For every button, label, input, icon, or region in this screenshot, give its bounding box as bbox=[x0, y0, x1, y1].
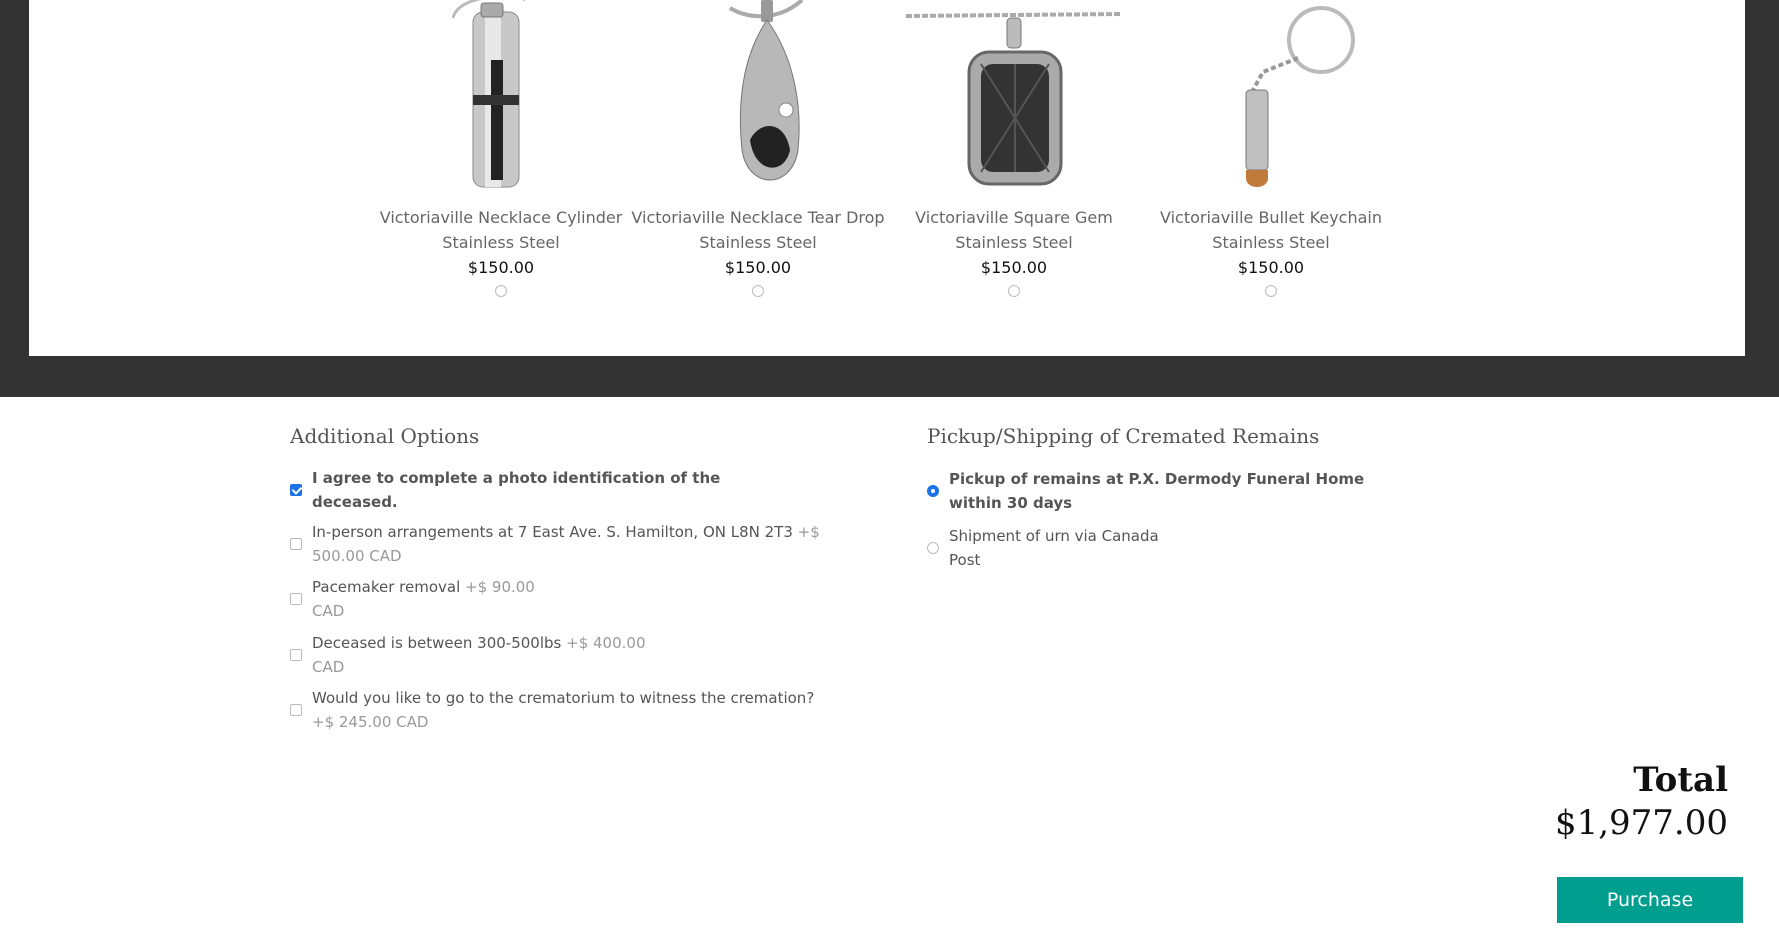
shipping-radio[interactable] bbox=[927, 542, 939, 554]
product-price: $150.00 bbox=[467, 258, 535, 277]
option-label: In-person arrangements at 7 East Ave. S. Hamilton, ON L8N 2T3 bbox=[312, 523, 793, 541]
product-item[interactable] bbox=[1143, 0, 1399, 297]
product-select-radio[interactable] bbox=[1008, 285, 1020, 297]
product-item[interactable] bbox=[373, 0, 629, 297]
shipping-label: Pickup of remains at P.X. Dermody Funeral Home within 30 days bbox=[949, 470, 1365, 512]
option-price: +$ 400.00 CAD bbox=[312, 634, 646, 676]
option-checkbox[interactable] bbox=[290, 649, 302, 661]
option-checkbox[interactable] bbox=[290, 538, 302, 550]
option-weight[interactable] bbox=[290, 631, 650, 679]
teardrop-necklace-image[interactable] bbox=[630, 0, 886, 190]
option-checkbox[interactable] bbox=[290, 704, 302, 716]
option-price: +$ 500.00 CAD bbox=[312, 523, 820, 565]
additional-options-title: Additional Options bbox=[290, 424, 480, 448]
option-checkbox[interactable] bbox=[290, 484, 302, 496]
option-price: +$ 245.00 CAD bbox=[312, 713, 429, 731]
product-price: $150.00 bbox=[724, 258, 792, 277]
product-item[interactable] bbox=[886, 0, 1142, 297]
total-label: Total bbox=[1633, 760, 1728, 800]
bullet-keychain-image[interactable] bbox=[1143, 0, 1399, 190]
option-label: Would you like to go to the crematorium to witness the cremation? bbox=[312, 689, 815, 707]
option-in-person[interactable] bbox=[290, 520, 830, 568]
option-checkbox[interactable] bbox=[290, 593, 302, 605]
product-price: $150.00 bbox=[1237, 258, 1305, 277]
product-select-radio[interactable] bbox=[495, 285, 507, 297]
square-gem-necklace-image[interactable] bbox=[886, 0, 1142, 190]
shipping-pickup[interactable] bbox=[927, 467, 1397, 515]
shipping-title: Pickup/Shipping of Cremated Remains bbox=[927, 424, 1320, 448]
product-name[interactable]: Victoriaville Bullet Keychain Stainless Steel bbox=[1159, 208, 1382, 252]
shipping-canada-post[interactable] bbox=[927, 524, 1177, 572]
product-item[interactable] bbox=[630, 0, 886, 297]
option-label: I agree to complete a photo identification of the deceased. bbox=[312, 469, 721, 511]
product-name[interactable]: Victoriaville Square Gem Stainless Steel bbox=[915, 208, 1113, 252]
option-photo-id[interactable] bbox=[290, 466, 740, 514]
option-label: Pacemaker removal bbox=[312, 578, 461, 596]
shipping-radio[interactable] bbox=[927, 485, 939, 497]
total-value: $1,977.00 bbox=[1554, 803, 1728, 843]
product-card bbox=[29, 0, 1745, 356]
cylinder-necklace-image[interactable] bbox=[373, 0, 629, 190]
product-price: $150.00 bbox=[980, 258, 1048, 277]
purchase-button[interactable]: Purchase bbox=[1557, 877, 1743, 923]
option-witness[interactable] bbox=[290, 686, 830, 734]
option-pacemaker[interactable] bbox=[290, 575, 550, 623]
product-name[interactable]: Victoriaville Necklace Tear Drop Stainless Steel bbox=[631, 208, 885, 252]
product-name[interactable]: Victoriaville Necklace Cylinder Stainless Steel bbox=[379, 208, 623, 252]
product-select-radio[interactable] bbox=[1265, 285, 1277, 297]
option-label: Deceased is between 300-500lbs bbox=[312, 634, 562, 652]
shipping-label: Shipment of urn via Canada Post bbox=[949, 527, 1159, 569]
option-price: +$ 90.00 CAD bbox=[312, 578, 535, 620]
product-select-radio[interactable] bbox=[752, 285, 764, 297]
